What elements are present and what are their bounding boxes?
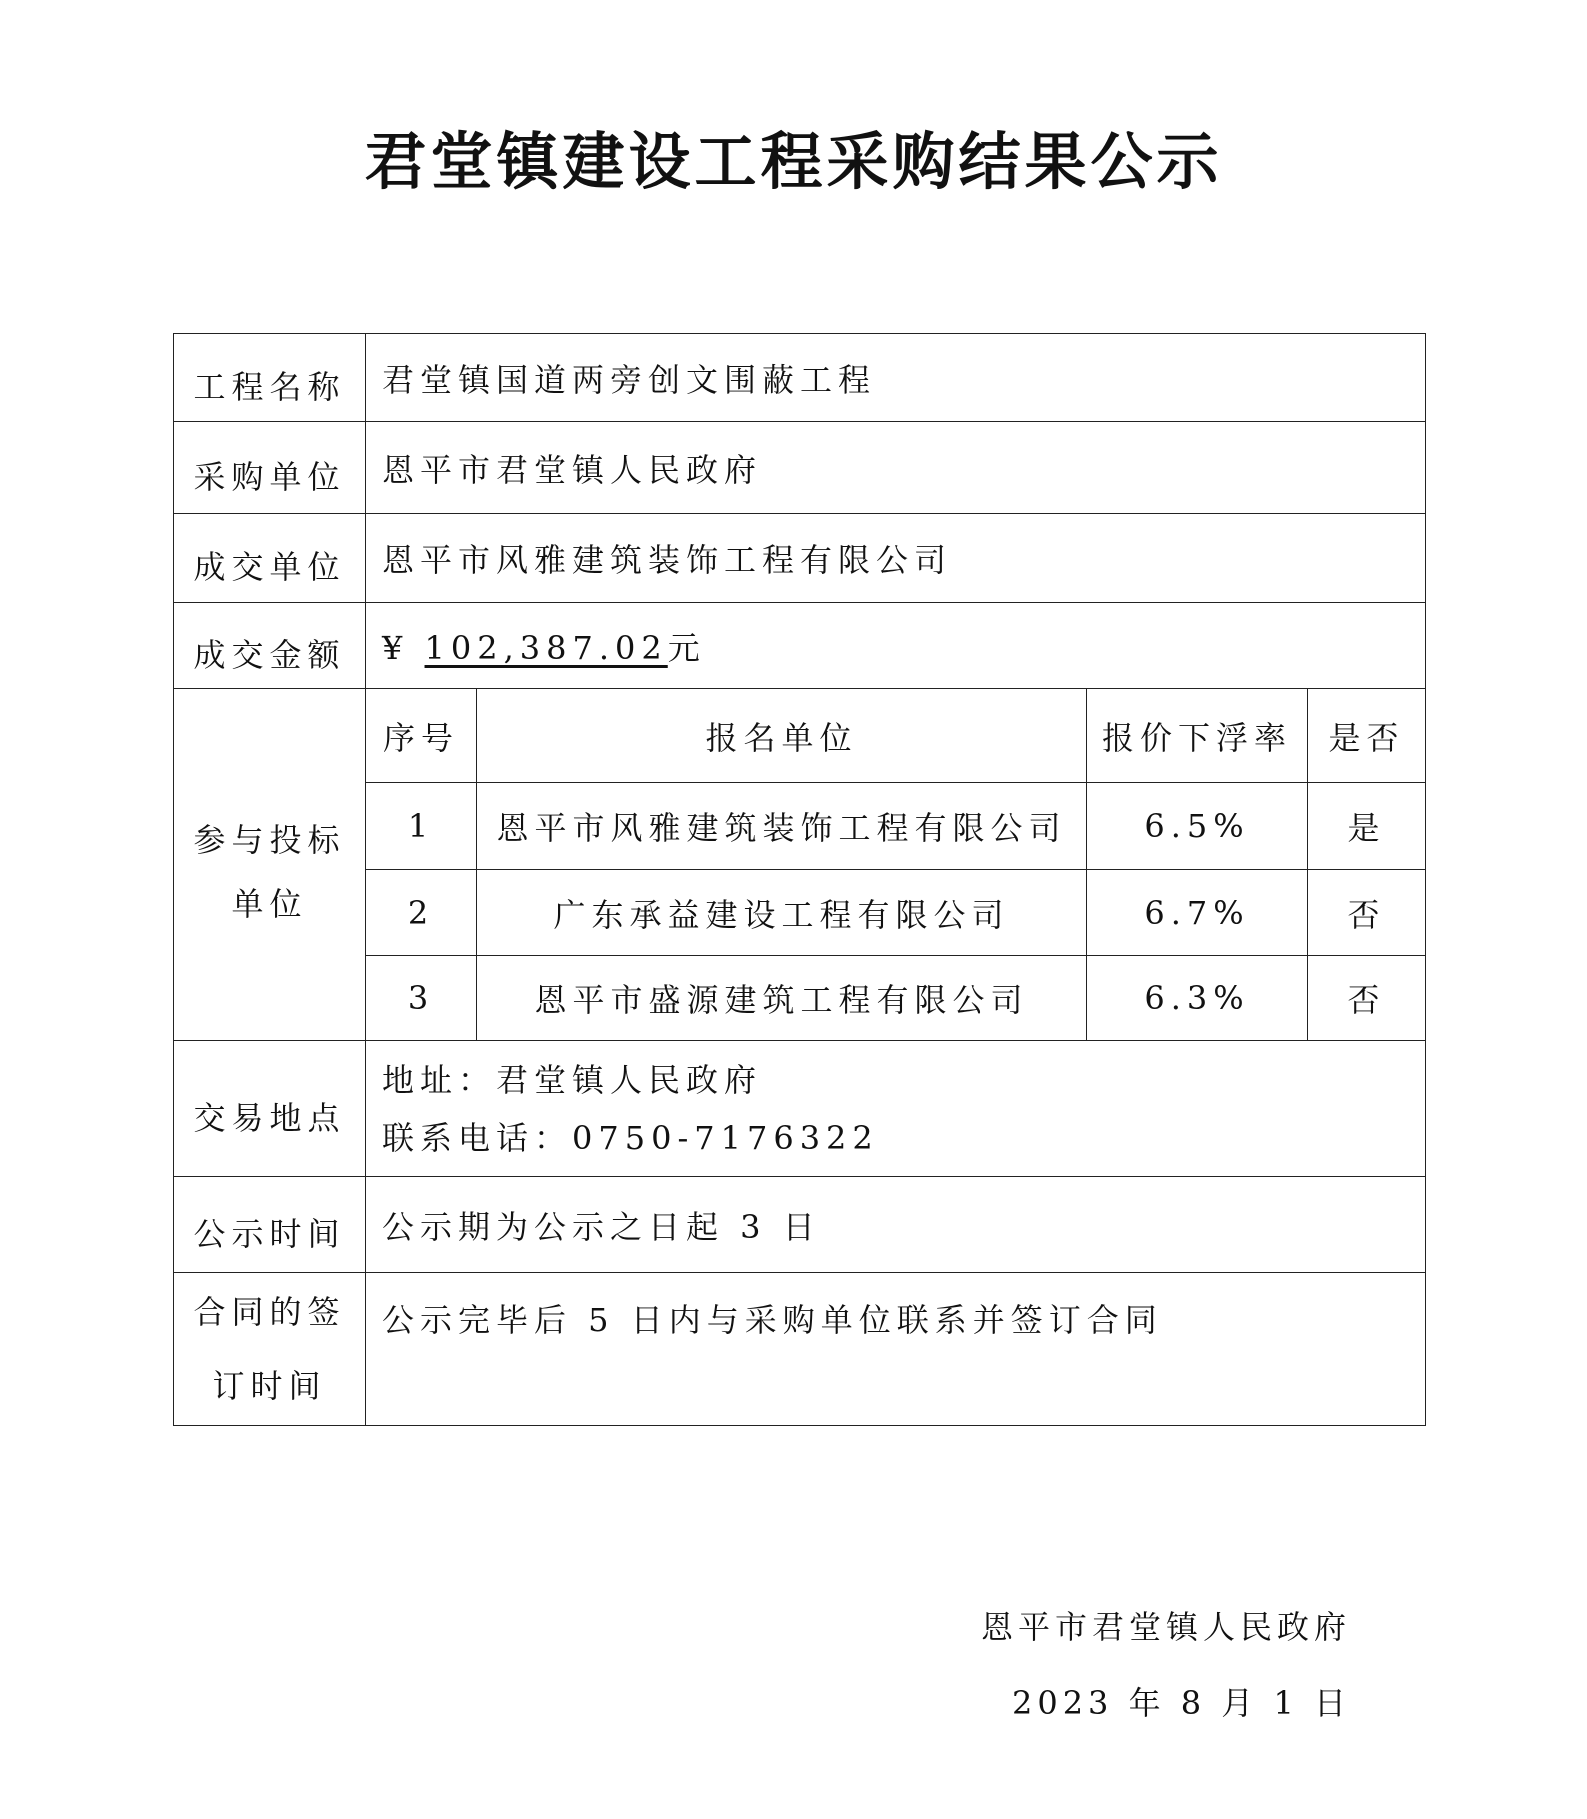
footer-org: 恩平市君堂镇人民政府	[980, 1608, 1351, 1646]
row-notice-period	[174, 1177, 1426, 1273]
bidder-selected: 是	[1308, 783, 1426, 870]
row-location	[174, 1041, 1426, 1177]
row-amount	[174, 603, 1426, 689]
footer-date: 2023 年 8 月 1 日	[1011, 1684, 1351, 1722]
row-project-name	[174, 334, 1426, 422]
bidder-no: 2	[366, 870, 477, 956]
label-location: 交易地点	[174, 1041, 366, 1177]
label-notice-period: 公示时间	[174, 1177, 366, 1273]
bidder-rate: 6.5%	[1087, 783, 1308, 870]
value-winner: 恩平市风雅建筑装饰工程有限公司	[366, 514, 1426, 603]
header-no: 序号	[366, 689, 477, 783]
value-project-name: 君堂镇国道两旁创文围蔽工程	[366, 334, 1426, 422]
value-notice-period: 公示期为公示之日起 3 日	[366, 1177, 1426, 1273]
amount-unit: 元	[667, 628, 706, 667]
header-name: 报名单位	[477, 689, 1087, 783]
bidders-header-row	[174, 689, 1426, 783]
label-contract	[174, 1273, 366, 1426]
label-amount: 成交金额	[174, 603, 366, 689]
result-table	[173, 333, 1426, 1426]
label-winner: 成交单位	[174, 514, 366, 603]
row-purchaser	[174, 422, 1426, 514]
bidder-name: 恩平市风雅建筑装饰工程有限公司	[477, 783, 1087, 870]
label-bidders-line2: 单位	[231, 884, 308, 923]
row-winner	[174, 514, 1426, 603]
value-amount	[366, 603, 1426, 689]
label-bidders-line1: 参与投标	[193, 820, 346, 859]
row-contract	[174, 1273, 1426, 1426]
bidder-no: 3	[366, 956, 477, 1041]
currency-symbol: ¥	[382, 628, 409, 667]
bidder-name: 广东承益建设工程有限公司	[477, 870, 1087, 956]
bidder-name: 恩平市盛源建筑工程有限公司	[477, 956, 1087, 1041]
bidder-selected: 否	[1308, 870, 1426, 956]
bidder-no: 1	[366, 783, 477, 870]
location-address: 地址：君堂镇人民政府	[382, 1060, 763, 1099]
value-contract: 公示完毕后 5 日内与采购单位联系并签订合同	[366, 1273, 1426, 1426]
header-rate: 报价下浮率	[1087, 689, 1308, 783]
page-title: 君堂镇建设工程采购结果公示	[364, 125, 1223, 198]
amount-number: 102,387.02	[424, 628, 668, 667]
label-bidders	[174, 689, 366, 1041]
bidder-selected: 否	[1308, 956, 1426, 1041]
header-selected: 是否	[1308, 689, 1426, 783]
location-phone: 联系电话：0750-7176322	[382, 1118, 879, 1157]
bidder-rate: 6.3%	[1087, 956, 1308, 1041]
label-contract-line2: 订时间	[212, 1367, 327, 1405]
label-purchaser: 采购单位	[174, 422, 366, 514]
bidder-rate: 6.7%	[1087, 870, 1308, 956]
value-location	[366, 1041, 1426, 1177]
label-contract-line1: 合同的签	[193, 1293, 346, 1331]
value-purchaser: 恩平市君堂镇人民政府	[366, 422, 1426, 514]
label-project-name: 工程名称	[174, 334, 366, 422]
